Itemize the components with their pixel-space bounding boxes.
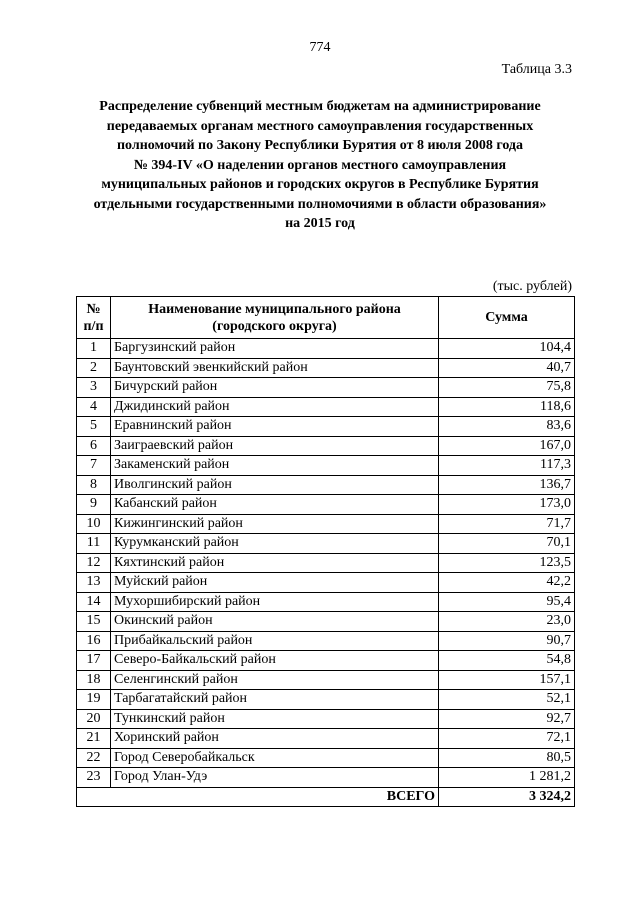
district-name: Кабанский район (111, 495, 439, 515)
row-number: 1 (77, 339, 111, 359)
district-name: Джидинский район (111, 397, 439, 417)
table-row (77, 748, 575, 768)
district-name: Баргузинский район (111, 339, 439, 359)
table-row (77, 592, 575, 612)
title-line: полномочий по Закону Республики Бурятия от 8 июля 2008 года (116, 138, 524, 153)
row-number: 20 (77, 709, 111, 729)
district-name: Тарбагатайский район (111, 690, 439, 710)
district-name: Закаменский район (111, 456, 439, 476)
title-line: Распределение субвенций местным бюджетам на администрирование (99, 99, 541, 114)
row-number: 19 (77, 690, 111, 710)
header-number: № п/п (77, 297, 111, 339)
subvention-sum: 23,0 (439, 612, 575, 632)
total-label: ВСЕГО (77, 787, 439, 807)
table-row (77, 378, 575, 398)
header-name: Наименование муниципального района (городского округа) (111, 297, 439, 339)
row-number: 3 (77, 378, 111, 398)
district-name: Прибайкальский район (111, 631, 439, 651)
district-name: Иволгинский район (111, 475, 439, 495)
subvention-sum: 42,2 (439, 573, 575, 593)
subvention-sum: 54,8 (439, 651, 575, 671)
table-label: Таблица 3.3 (501, 62, 572, 77)
district-name: Северо-Байкальский район (111, 651, 439, 671)
table-row (77, 397, 575, 417)
subvention-sum: 157,1 (439, 670, 575, 690)
subvention-sum: 52,1 (439, 690, 575, 710)
subvention-sum: 104,4 (439, 339, 575, 359)
title-line: отдельными государственными полномочиями в области образования» (93, 196, 547, 212)
total-sum: 3 324,2 (439, 787, 575, 807)
subvention-sum: 136,7 (439, 475, 575, 495)
district-name: Кяхтинский район (111, 553, 439, 573)
subvention-sum: 92,7 (439, 709, 575, 729)
subvention-sum: 167,0 (439, 436, 575, 456)
table-row (77, 670, 575, 690)
subvention-sum: 40,7 (439, 358, 575, 378)
subvention-table (76, 296, 575, 807)
row-number: 11 (77, 534, 111, 554)
district-name: Еравнинский район (111, 417, 439, 437)
table-row (77, 768, 575, 788)
table-row (77, 709, 575, 729)
district-name: Мухоршибирский район (111, 592, 439, 612)
row-number: 17 (77, 651, 111, 671)
table-row (77, 514, 575, 534)
row-number: 14 (77, 592, 111, 612)
subvention-sum: 173,0 (439, 495, 575, 515)
subvention-sum: 83,6 (439, 417, 575, 437)
subvention-sum: 95,4 (439, 592, 575, 612)
subvention-sum: 75,8 (439, 378, 575, 398)
district-name: Бичурский район (111, 378, 439, 398)
title-line: передаваемых органам местного самоуправления государственных (106, 118, 534, 134)
units-label: (тыс. рублей) (492, 279, 572, 294)
district-name: Заиграевский район (111, 436, 439, 456)
total-row (77, 787, 575, 807)
page-number: 774 (309, 40, 331, 55)
subvention-sum: 1 281,2 (439, 768, 575, 788)
district-name: Селенгинский район (111, 670, 439, 690)
table-row (77, 339, 575, 359)
subvention-sum: 90,7 (439, 631, 575, 651)
district-name: Баунтовский эвенкийский район (111, 358, 439, 378)
row-number: 18 (77, 670, 111, 690)
row-number: 12 (77, 553, 111, 573)
table-row (77, 534, 575, 554)
table-header-row (77, 297, 575, 339)
table-row (77, 729, 575, 749)
table-row (77, 553, 575, 573)
row-number: 2 (77, 358, 111, 378)
table-body (77, 339, 575, 788)
row-number: 22 (77, 748, 111, 768)
title-line: муниципальных районов и городских округов в Республике Бурятия (101, 177, 539, 192)
subvention-sum: 72,1 (439, 729, 575, 749)
title-line: № 394-IV «О наделении органов местного самоуправления (133, 157, 507, 173)
district-name: Муйский район (111, 573, 439, 593)
table-row (77, 651, 575, 671)
table-row (77, 573, 575, 593)
row-number: 4 (77, 397, 111, 417)
subvention-sum: 71,7 (439, 514, 575, 534)
row-number: 7 (77, 456, 111, 476)
table-row (77, 358, 575, 378)
row-number: 23 (77, 768, 111, 788)
table-row (77, 475, 575, 495)
row-number: 5 (77, 417, 111, 437)
row-number: 6 (77, 436, 111, 456)
row-number: 8 (77, 475, 111, 495)
row-number: 15 (77, 612, 111, 632)
row-number: 16 (77, 631, 111, 651)
district-name: Окинский район (111, 612, 439, 632)
table-row (77, 631, 575, 651)
district-name: Курумканский район (111, 534, 439, 554)
title-line: на 2015 год (285, 216, 355, 231)
table-row (77, 436, 575, 456)
subvention-sum: 80,5 (439, 748, 575, 768)
header-sum: Сумма (439, 297, 575, 339)
document-title (60, 97, 580, 234)
row-number: 9 (77, 495, 111, 515)
subvention-sum: 117,3 (439, 456, 575, 476)
row-number: 10 (77, 514, 111, 534)
table-row (77, 495, 575, 515)
row-number: 21 (77, 729, 111, 749)
table-row (77, 612, 575, 632)
row-number: 13 (77, 573, 111, 593)
district-name: Кижингинский район (111, 514, 439, 534)
table-row (77, 417, 575, 437)
district-name: Хоринский район (111, 729, 439, 749)
table-row (77, 456, 575, 476)
district-name: Город Северобайкальск (111, 748, 439, 768)
table-row (77, 690, 575, 710)
subvention-sum: 118,6 (439, 397, 575, 417)
subvention-sum: 70,1 (439, 534, 575, 554)
subvention-sum: 123,5 (439, 553, 575, 573)
district-name: Тункинский район (111, 709, 439, 729)
district-name: Город Улан-Удэ (111, 768, 439, 788)
